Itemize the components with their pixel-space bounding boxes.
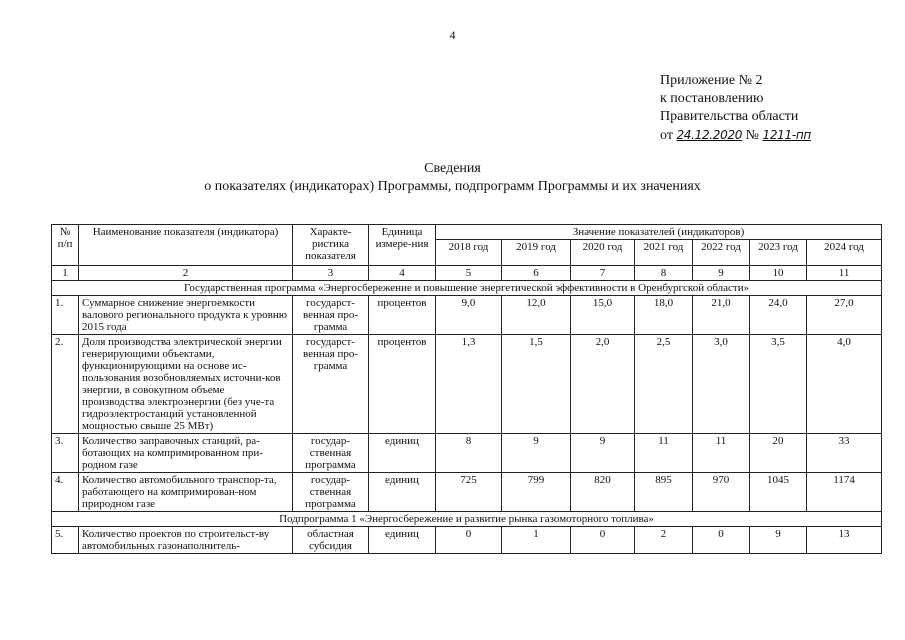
appendix-line-1: Приложение № 2 xyxy=(660,73,763,88)
indicator-characteristic: областная субсидия xyxy=(293,527,369,554)
date-prefix: от xyxy=(660,128,673,143)
value-cell: 820 xyxy=(571,473,635,512)
value-cell: 0 xyxy=(571,527,635,554)
table-row xyxy=(52,434,882,473)
header-characteristic: Характе-ристика показателя xyxy=(293,225,369,266)
indicator-characteristic: государст-венная про-грамма xyxy=(293,335,369,434)
col-number: 10 xyxy=(750,266,807,281)
header-year: 2024 год xyxy=(807,240,882,266)
section-row xyxy=(52,281,882,296)
header-unit: Единица измере-ния xyxy=(369,225,436,266)
col-number: 7 xyxy=(571,266,635,281)
col-number: 11 xyxy=(807,266,882,281)
value-cell: 9 xyxy=(750,527,807,554)
value-cell: 799 xyxy=(502,473,571,512)
row-number: 4. xyxy=(52,473,79,512)
indicator-unit: единиц xyxy=(369,473,436,512)
indicator-characteristic: государст-венная про-грамма xyxy=(293,296,369,335)
col-number: 4 xyxy=(369,266,436,281)
value-cell: 725 xyxy=(436,473,502,512)
table-row xyxy=(52,473,882,512)
indicator-unit: единиц xyxy=(369,434,436,473)
col-number: 5 xyxy=(436,266,502,281)
title-line-1: Сведения xyxy=(424,161,481,176)
value-cell: 8 xyxy=(436,434,502,473)
handwritten-number: 1211-пп xyxy=(762,128,811,142)
value-cell: 0 xyxy=(436,527,502,554)
row-number: 1. xyxy=(52,296,79,335)
section-title-1: Государственная программа «Энергосбережение и повышение энергетической эффективности в Оренбургской области» xyxy=(52,281,882,296)
appendix-date-line xyxy=(660,126,811,145)
value-cell: 9,0 xyxy=(436,296,502,335)
col-number: 1 xyxy=(52,266,79,281)
value-cell: 11 xyxy=(635,434,693,473)
value-cell: 2,5 xyxy=(635,335,693,434)
indicator-name: Суммарное снижение энергоемкости валового регионального продукта к уровню 2015 года xyxy=(79,296,293,335)
col-number: 9 xyxy=(693,266,750,281)
col-number: 3 xyxy=(293,266,369,281)
value-cell: 970 xyxy=(693,473,750,512)
value-cell: 13 xyxy=(807,527,882,554)
number-sign: № xyxy=(745,128,760,143)
header-year: 2023 год xyxy=(750,240,807,266)
appendix-line-2: к постановлению xyxy=(660,91,764,106)
value-cell: 3,0 xyxy=(693,335,750,434)
column-number-row xyxy=(52,266,882,281)
value-cell: 3,5 xyxy=(750,335,807,434)
appendix-block xyxy=(660,72,811,145)
indicator-name: Количество заправочных станций, ра-ботающих на компримированном при-родном газе xyxy=(79,434,293,473)
value-cell: 2,0 xyxy=(571,335,635,434)
value-cell: 33 xyxy=(807,434,882,473)
indicator-unit: единиц xyxy=(369,527,436,554)
indicator-unit: процентов xyxy=(369,335,436,434)
page-number: 4 xyxy=(449,28,456,42)
appendix-line-3: Правительства области xyxy=(660,109,799,124)
header-year: 2021 год xyxy=(635,240,693,266)
header-year: 2022 год xyxy=(693,240,750,266)
header-year: 2018 год xyxy=(436,240,502,266)
value-cell: 1045 xyxy=(750,473,807,512)
value-cell: 0 xyxy=(693,527,750,554)
value-cell: 9 xyxy=(571,434,635,473)
indicator-unit: процентов xyxy=(369,296,436,335)
value-cell: 18,0 xyxy=(635,296,693,335)
indicator-name: Количество автомобильного транспор-та, работающего на компримирован-ном природном газе xyxy=(79,473,293,512)
col-number: 8 xyxy=(635,266,693,281)
header-year: 2020 год xyxy=(571,240,635,266)
header-values-group: Значение показателей (индикаторов) xyxy=(436,225,882,240)
table-row xyxy=(52,335,882,434)
value-cell: 1,5 xyxy=(502,335,571,434)
table-row xyxy=(52,527,882,554)
value-cell: 27,0 xyxy=(807,296,882,335)
col-number: 6 xyxy=(502,266,571,281)
row-number: 3. xyxy=(52,434,79,473)
indicator-characteristic: государ-ственная программа xyxy=(293,434,369,473)
value-cell: 9 xyxy=(502,434,571,473)
header-num: № п/п xyxy=(52,225,79,266)
header-name: Наименование показателя (индикатора) xyxy=(79,225,293,266)
title-line-2: о показателях (индикаторах) Программы, подпрограмм Программы и их значениях xyxy=(204,179,701,194)
indicators-table xyxy=(51,224,882,554)
row-number: 2. xyxy=(52,335,79,434)
value-cell: 12,0 xyxy=(502,296,571,335)
value-cell: 11 xyxy=(693,434,750,473)
value-cell: 20 xyxy=(750,434,807,473)
section-row xyxy=(52,512,882,527)
value-cell: 15,0 xyxy=(571,296,635,335)
value-cell: 1174 xyxy=(807,473,882,512)
row-number: 5. xyxy=(52,527,79,554)
value-cell: 895 xyxy=(635,473,693,512)
value-cell: 24,0 xyxy=(750,296,807,335)
indicator-name: Доля производства электрической энергии генерирующими объектами, функционирующими на основе ис-пользования возобновляемых источни-ков энергии, в совокупном объеме производства электроэнергии (без уче-та гидроэлектростанций установленной мощностью свыше 25 МВт) xyxy=(79,335,293,434)
value-cell: 2 xyxy=(635,527,693,554)
indicator-name: Количество проектов по строительст-ву автомобильных газонаполнитель- xyxy=(79,527,293,554)
indicator-characteristic: государ-ственная программа xyxy=(293,473,369,512)
handwritten-date: 24.12.2020 xyxy=(676,128,743,142)
value-cell: 1,3 xyxy=(436,335,502,434)
value-cell: 1 xyxy=(502,527,571,554)
col-number: 2 xyxy=(79,266,293,281)
document-title xyxy=(0,160,905,196)
value-cell: 21,0 xyxy=(693,296,750,335)
value-cell: 4,0 xyxy=(807,335,882,434)
table-row xyxy=(52,296,882,335)
header-year: 2019 год xyxy=(502,240,571,266)
section-title-2: Подпрограмма 1 «Энергосбережение и развитие рынка газомоторного топлива» xyxy=(52,512,882,527)
